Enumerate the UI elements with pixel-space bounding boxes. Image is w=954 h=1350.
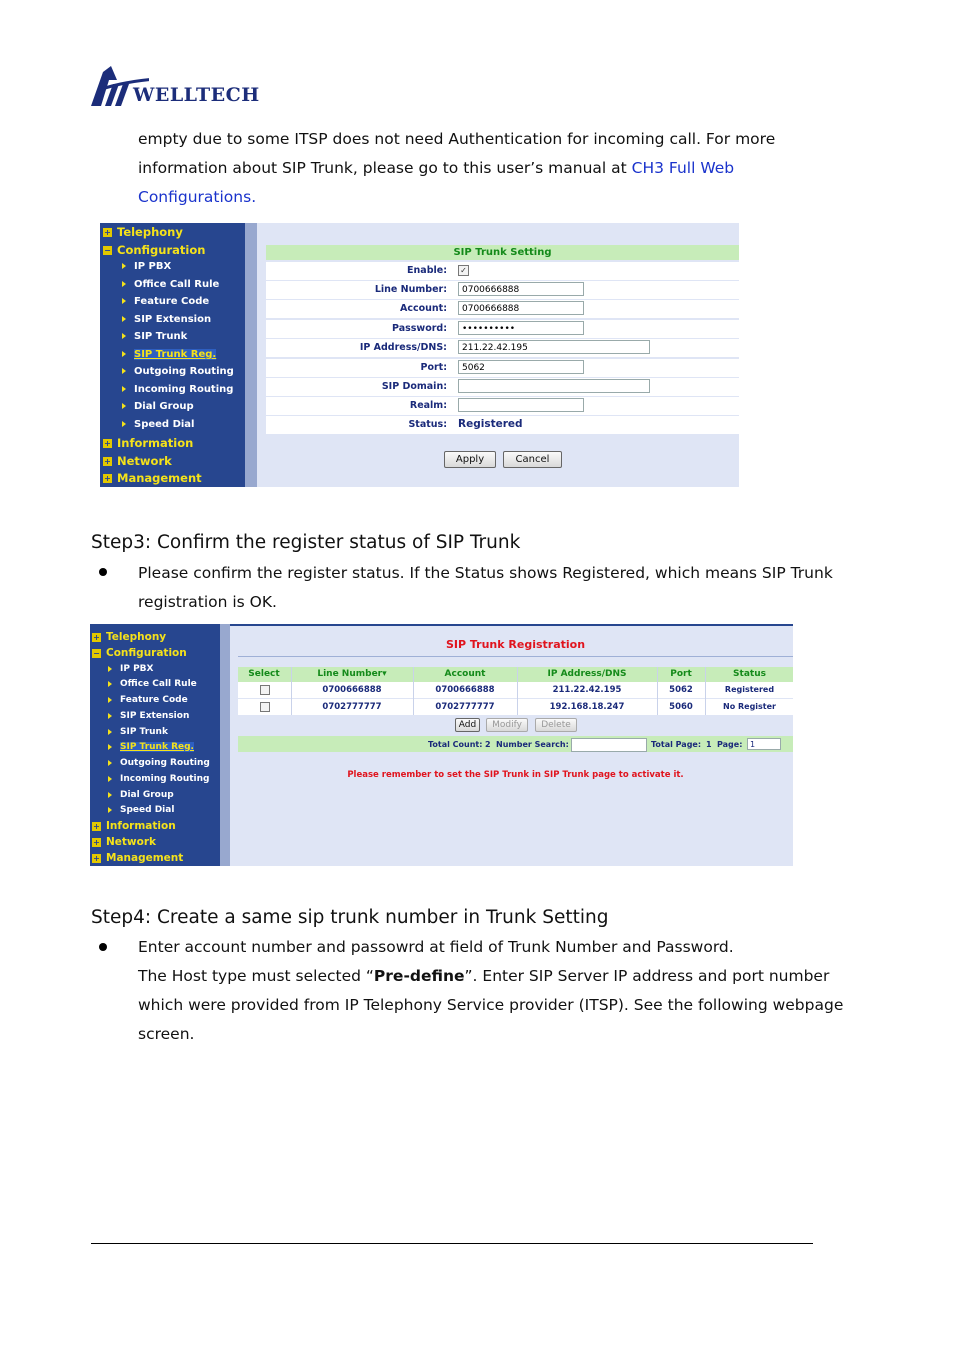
total-page-value: 1 <box>706 740 712 749</box>
col-port: Port <box>670 669 692 679</box>
total-count-value: 2 <box>485 740 491 749</box>
sidebar-item-incoming-routing[interactable]: Incoming Routing <box>108 774 209 784</box>
sidebar-item-outgoing-routing[interactable]: Outgoing Routing <box>108 758 210 768</box>
expand-icon: + <box>93 821 100 831</box>
arrow-icon <box>122 298 126 304</box>
cell-ip-address: 211.22.42.195 <box>552 685 622 695</box>
cell-port: 5062 <box>669 685 693 695</box>
expand-icon: + <box>104 439 111 448</box>
cancel-button[interactable]: Cancel <box>503 451 562 468</box>
row-select-checkbox[interactable] <box>260 702 270 712</box>
sip-trunk-setting-screenshot <box>100 223 739 487</box>
sidebar-item-office-call-rule[interactable]: Office Call Rule <box>122 279 219 290</box>
row-sip-domain <box>266 378 739 396</box>
welltech-logo <box>89 66 269 110</box>
sidebar-item-dial-group[interactable]: Dial Group <box>122 401 194 412</box>
cell-port: 5060 <box>669 702 693 712</box>
sidebar-cat-telephony[interactable]: + Telephony <box>93 631 167 643</box>
form-title: SIP Trunk Setting <box>266 245 739 260</box>
sidebar-item-speed-dial[interactable]: Speed Dial <box>122 419 194 430</box>
password-input[interactable]: •••••••••• <box>458 321 584 335</box>
row-realm <box>266 397 739 415</box>
sidebar-cat-management[interactable]: + Management <box>93 852 184 864</box>
row-password <box>266 320 739 338</box>
row-status <box>266 416 739 434</box>
line-number-label: Line Number: <box>374 284 447 295</box>
arrow-icon <box>108 760 112 766</box>
password-label: Password: <box>391 323 447 334</box>
table-row <box>238 682 793 698</box>
table-header <box>238 667 793 682</box>
col-line-number[interactable]: Line Number▾ <box>317 669 387 679</box>
port-label: Port: <box>420 362 447 373</box>
expand-icon: + <box>93 837 100 847</box>
ip-address-input[interactable]: 211.22.42.195 <box>458 340 650 354</box>
add-button[interactable]: Add <box>455 718 480 732</box>
page-input[interactable]: 1 <box>747 738 781 750</box>
arrow-icon <box>108 776 112 782</box>
sidebar-cat-network[interactable]: + Network <box>104 454 172 468</box>
expand-icon: + <box>104 474 111 483</box>
cell-line-number[interactable]: 0700666888 <box>322 685 382 695</box>
row-enable <box>266 262 739 280</box>
apply-button[interactable]: Apply <box>444 451 496 468</box>
sip-domain-input[interactable] <box>458 379 650 393</box>
bullet-icon <box>99 568 107 576</box>
step4-line-1: Enter account number and passowrd at field of Trunk Number and Password. <box>138 938 734 956</box>
arrow-icon <box>122 316 126 322</box>
sidebar-item-sip-extension[interactable]: SIP Extension <box>122 314 211 325</box>
enable-label: Enable: <box>407 265 447 276</box>
sip-domain-label: SIP Domain: <box>381 381 447 392</box>
step3-bullet-line-2: registration is OK. <box>138 593 277 611</box>
ip-address-label: IP Address/DNS: <box>359 342 447 353</box>
arrow-icon <box>108 697 112 703</box>
step4-line-4: screen. <box>138 1025 195 1043</box>
sidebar-item-office-call-rule[interactable]: Office Call Rule <box>108 679 197 689</box>
table-footer <box>238 736 793 752</box>
step4-line-2-b: ”. Enter SIP Server IP address and port number <box>464 967 830 985</box>
intro-line-1: empty due to some ITSP does not need Authentication for incoming call. For more <box>138 130 776 148</box>
sidebar-cat-information[interactable]: + Information <box>104 436 194 450</box>
expand-icon: + <box>104 228 111 237</box>
status-value: Registered <box>458 418 523 430</box>
account-input[interactable]: 0700666888 <box>458 301 584 315</box>
delete-button[interactable]: Delete <box>535 718 577 732</box>
step4-heading: Step4: Create a same sip trunk number in Trunk Setting <box>91 907 609 928</box>
step3-heading: Step3: Confirm the register status of SIP Trunk <box>91 532 521 553</box>
arrow-icon <box>108 681 112 687</box>
cell-status: Registered <box>724 685 775 694</box>
bullet-icon <box>99 943 107 951</box>
sip-trunk-registration-screenshot <box>90 624 793 866</box>
port-input[interactable]: 5062 <box>458 360 584 374</box>
account-label: Account: <box>399 303 447 314</box>
registration-title: SIP Trunk Registration <box>445 638 586 651</box>
sidebar-menu <box>100 223 257 487</box>
enable-checkbox[interactable]: ✓ <box>458 265 469 276</box>
arrow-icon <box>122 333 126 339</box>
manual-link[interactable]: CH3 Full Web <box>631 159 735 177</box>
total-count-label: Total Count: <box>428 740 483 749</box>
row-account <box>266 300 739 318</box>
sidebar-item-speed-dial[interactable]: Speed Dial <box>108 805 174 815</box>
arrow-icon <box>122 421 126 427</box>
arrow-icon <box>122 386 126 392</box>
footer-divider <box>91 1243 813 1244</box>
arrow-icon <box>122 281 126 287</box>
sidebar-item-dial-group[interactable]: Dial Group <box>108 790 174 800</box>
intro-line-2-text: information about SIP Trunk, please go to this user’s manual at <box>138 159 632 177</box>
sidebar-cat-configuration[interactable]: − Configuration <box>104 243 206 257</box>
col-select: Select <box>248 669 280 679</box>
arrow-icon <box>108 744 112 750</box>
cell-status: No Register <box>723 702 776 711</box>
collapse-icon: − <box>104 246 111 255</box>
sidebar-item-sip-extension[interactable]: SIP Extension <box>108 711 189 721</box>
line-number-input[interactable]: 0700666888 <box>458 282 584 296</box>
cell-line-number[interactable]: 0702777777 <box>322 702 382 712</box>
number-search-label: Number Search: <box>496 740 569 749</box>
cell-ip-address: 192.168.18.247 <box>549 702 625 712</box>
arrow-icon <box>122 263 126 269</box>
expand-icon: + <box>93 853 100 863</box>
sidebar-cat-information[interactable]: + Information <box>93 820 176 832</box>
sidebar-item-incoming-routing[interactable]: Incoming Routing <box>122 384 233 395</box>
realm-label: Realm: <box>409 400 447 411</box>
row-select-checkbox[interactable] <box>260 685 270 695</box>
expand-icon: + <box>104 457 111 466</box>
registration-panel <box>238 624 793 866</box>
collapse-icon: − <box>93 648 100 658</box>
step4-line-3: which were provided from IP Telephony Service provider (ITSP). See the following webpage <box>138 996 844 1014</box>
sidebar-item-sip-trunk[interactable]: SIP Trunk <box>108 727 168 737</box>
col-account: Account <box>444 669 486 679</box>
page-label: Page: <box>717 740 743 749</box>
arrow-icon <box>108 729 112 735</box>
sidebar-item-sip-trunk[interactable]: SIP Trunk <box>122 331 187 342</box>
manual-link-continued[interactable]: Configurations. <box>138 188 257 206</box>
table-row <box>238 699 793 715</box>
registration-notice: Please remember to set the SIP Trunk in SIP Trunk page to activate it. <box>347 770 684 780</box>
cell-account: 0702777777 <box>435 702 495 712</box>
status-label: Status: <box>408 419 447 430</box>
arrow-icon <box>108 807 112 813</box>
form-panel <box>266 223 739 487</box>
row-port <box>266 359 739 377</box>
col-ip-address: IP Address/DNS <box>547 669 627 679</box>
step4-line-2 <box>138 962 829 991</box>
realm-input[interactable] <box>458 398 584 412</box>
sidebar-cat-configuration[interactable]: − Configuration <box>93 647 187 659</box>
sidebar-menu <box>90 624 230 866</box>
sidebar-cat-management[interactable]: + Management <box>104 471 202 485</box>
cell-account: 0700666888 <box>435 685 495 695</box>
number-search-input[interactable] <box>571 738 647 752</box>
arrow-icon <box>122 368 126 374</box>
row-line-number <box>266 281 739 299</box>
arrow-icon <box>108 666 112 672</box>
sidebar-item-feature-code[interactable]: Feature Code <box>108 695 188 705</box>
arrow-icon <box>122 403 126 409</box>
step3-bullet-line-1: Please confirm the register status. If the Status shows Registered, which means SIP Trunk <box>138 564 833 582</box>
logo-text: WELLTECH <box>133 84 260 106</box>
arrow-icon <box>108 713 112 719</box>
sidebar-item-ip-pbx[interactable]: IP PBX <box>108 664 153 674</box>
sidebar-item-ip-pbx[interactable]: IP PBX <box>122 261 171 272</box>
step4-line-2-a: The Host type must selected “ <box>138 967 374 985</box>
arrow-icon <box>122 351 126 357</box>
sidebar-cat-network[interactable]: + Network <box>93 836 157 848</box>
modify-button[interactable]: Modify <box>486 718 528 732</box>
sidebar-item-sip-trunk-reg[interactable]: SIP Trunk Reg. <box>122 349 216 360</box>
arrow-icon <box>108 792 112 798</box>
row-ip-address <box>266 339 739 357</box>
sidebar-item-outgoing-routing[interactable]: Outgoing Routing <box>122 366 234 377</box>
intro-line-2 <box>138 154 734 183</box>
pre-define-text: Pre-define <box>373 967 465 985</box>
sidebar-item-feature-code[interactable]: Feature Code <box>122 296 209 307</box>
expand-icon: + <box>93 632 100 642</box>
total-page-label: Total Page: <box>651 740 702 749</box>
sidebar-item-sip-trunk-reg[interactable]: SIP Trunk Reg. <box>108 742 194 752</box>
sidebar-cat-telephony[interactable]: + Telephony <box>104 225 183 239</box>
col-status: Status <box>733 669 766 679</box>
